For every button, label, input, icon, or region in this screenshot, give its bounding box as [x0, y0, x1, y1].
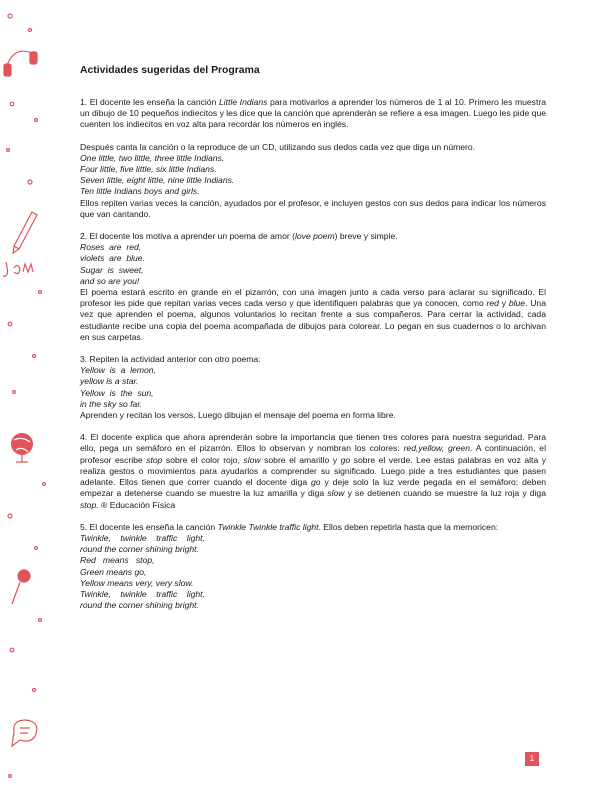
poem-line: Roses are red, [80, 242, 142, 253]
activity-3-intro: 3. Repiten la actividad anterior con otro poema: [80, 354, 261, 365]
globe-icon [11, 433, 33, 462]
activity-1-closing: Ellos repiten varias veces la canción, ayudados por el profesor, e incluyen gestos con sus dedos para indicar los números que van cantando. [80, 197, 546, 219]
activity-1-song [80, 142, 546, 220]
page-number: 1 [525, 752, 539, 766]
activity-4-body: 4. El docente explica que ahora aprenderán sobre la importancia que tienen tres colores para nuestra seguridad. Para ello, pega un semáforo en el pizarrón. Ellos lo observan y nombran los colores: red,yellow, green. A continuación, el profesor escribe stop sobre el color rojo, slow sobre el amarillo y go sobre el verde. Lee estas palabras en voz alta y realiza gestos o movimientos para ayudarlos a comprender su significado. Luego pide a tres estudiantes que pasen adelante. Ellos tienen que correr cuando el docente diga go y deje solo la luz verde pegada en el semáforo: deben empezar a detenerse cuando se muestre la luz amarilla y diga slow y se detienen cuando se muestre la luz roja y diga stop. ® Educación Física [80, 432, 547, 510]
document-page [80, 64, 546, 622]
love-poem [80, 242, 546, 287]
lyric-line: Red means stop, [80, 555, 155, 566]
lyric-line: Green means go, [80, 566, 147, 577]
microphone-icon [12, 570, 30, 604]
song-lyrics [80, 153, 546, 198]
activity-2 [80, 231, 546, 343]
activity-2-body: El poema estará escrito en grande en el pizarrón, con una imagen junto a cada verso para aclarar su significado. El profesor les pide que repitan varias veces cada verso y que identifiquen palabras que ya conocen, como red y blue. Una vez que aprenden el poema, algunos voluntarios lo recitan frente a sus compañeros. Para cerrar la actividad, cada estudiante recibe una copia del poema acompañada de dibujos para colorear. Lo pegan en sus cuadernos o lo archivan en sus carpetas. [80, 287, 546, 342]
poem-line: Yellow is the sun, [80, 387, 154, 398]
page-title: Actividades sugeridas del Programa [80, 65, 260, 76]
lyric-line: Twinkle, twinkle traffic light, [80, 588, 205, 599]
lyric-line: Twinkle, twinkle traffic light, [80, 532, 205, 543]
lyric-line: Yellow means very, very slow. [80, 577, 194, 588]
activity-3 [80, 354, 546, 421]
activity-4 [80, 432, 546, 510]
activity-5-intro: 5. El docente les enseña la canción Twinkle Twinkle traffic light. Ellos deben repetirla hasta que la memoricen: [80, 521, 499, 532]
poem-line: Sugar is sweet, [80, 264, 144, 275]
lyric-line: Ten little Indians boys and girls. [80, 186, 200, 197]
speech-bubble-icon [12, 720, 37, 746]
poem-line: Yellow is a lemon, [80, 365, 156, 376]
lyric-line: One little, two little, three little Indians. [80, 152, 225, 163]
margin-doodles [0, 0, 60, 800]
jam-doodle-icon [3, 262, 33, 276]
pencil-icon [13, 212, 37, 253]
poem-line: and so are you! [80, 275, 140, 286]
activity-1-instructions: Después canta la canción o la reproduce de un CD, utilizando sus dedos cada vez que diga un número. [80, 141, 476, 152]
poem-line: in the sky so far. [80, 398, 143, 409]
lyric-line: Four little, five little, six little Indians. [80, 164, 217, 175]
headphones-icon [4, 51, 37, 76]
activity-2-intro: 2. El docente los motiva a aprender un poema de amor (love poem) breve y simple. [80, 231, 398, 242]
activity-1-intro: 1. El docente les enseña la canción Little Indians para motivarlos a aprender los números de 1 al 10. Primero les muestra un dibujo de 10 pequeños indiecitos y les dice que la canción que aprenderán se refiere a esa imagen. Luego les pide que cuenten los indiecitos en voz alta para recordar los números en inglés. [80, 97, 546, 130]
activity-3-body: Aprenden y recitan los versos. Luego dibujan el mensaje del poema en forma libre. [80, 410, 396, 421]
traffic-light-song [80, 533, 546, 611]
activity-5 [80, 522, 546, 612]
lyric-line: round the corner shining bright. [80, 600, 199, 611]
lemon-poem [80, 365, 546, 410]
activity-1 [80, 97, 546, 131]
poem-line: yellow is a star. [80, 376, 139, 387]
lyric-line: round the corner shining bright. [80, 544, 199, 555]
poem-line: violets are blue. [80, 253, 145, 264]
lyric-line: Seven little, eight little, nine little Indians. [80, 175, 235, 186]
